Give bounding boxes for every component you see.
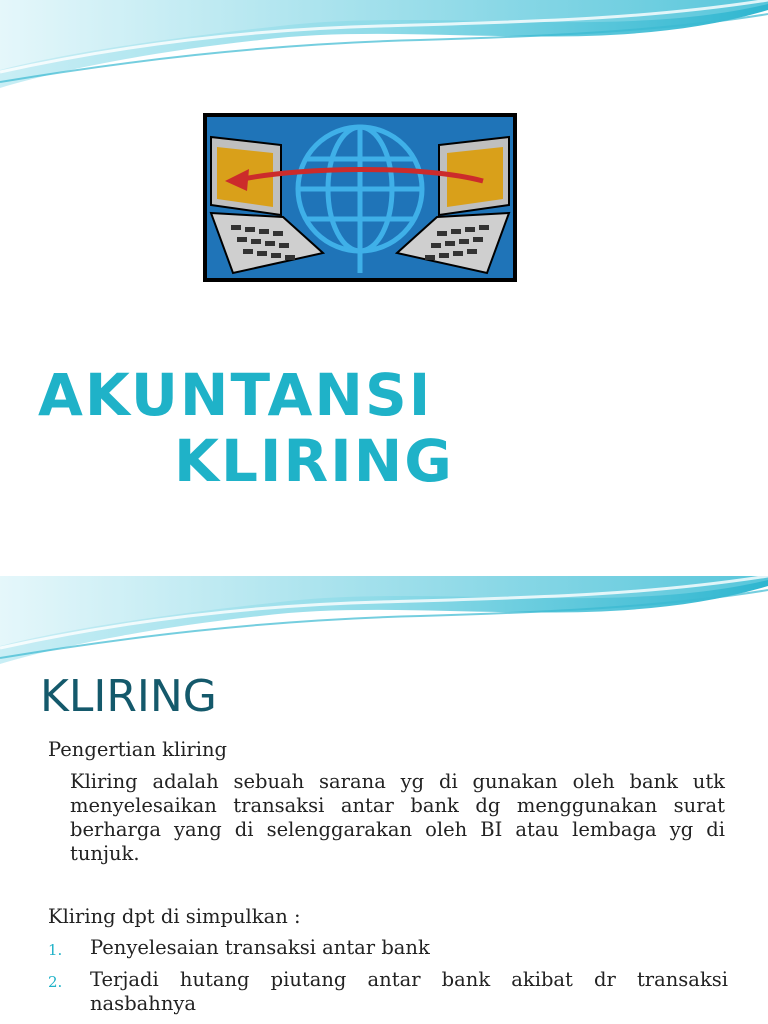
computers-exchange-globe-icon [203,113,517,282]
list-number: 2. [48,973,63,991]
list-item [48,936,728,962]
list-number: 1. [48,941,63,959]
slide-content [0,576,768,1024]
conclusion-label: Kliring dpt di simpulkan : [48,905,301,928]
list-text: Terjadi hutang piutang antar bank akibat dr transaksi nasbahnya [90,968,728,1015]
title-line-1: AKUNTANSI [38,361,433,429]
slide-title: KLIRING [40,671,217,722]
list-text: Penyelesaian transaksi antar bank [90,936,430,959]
list-item [48,968,728,1016]
wave-decoration-top [0,0,768,90]
subheading: Pengertian kliring [48,738,228,761]
definition-paragraph: Kliring adalah sebuah sarana yg di gunakan oleh bank utk menyelesaikan transaksi antar bank dg menggunakan surat berharga yang di selenggarakan oleh BI atau lembaga yg di tunjuk. [70,770,725,865]
wave-decoration-top [0,576,768,666]
title-line-2: KLIRING [174,427,454,495]
